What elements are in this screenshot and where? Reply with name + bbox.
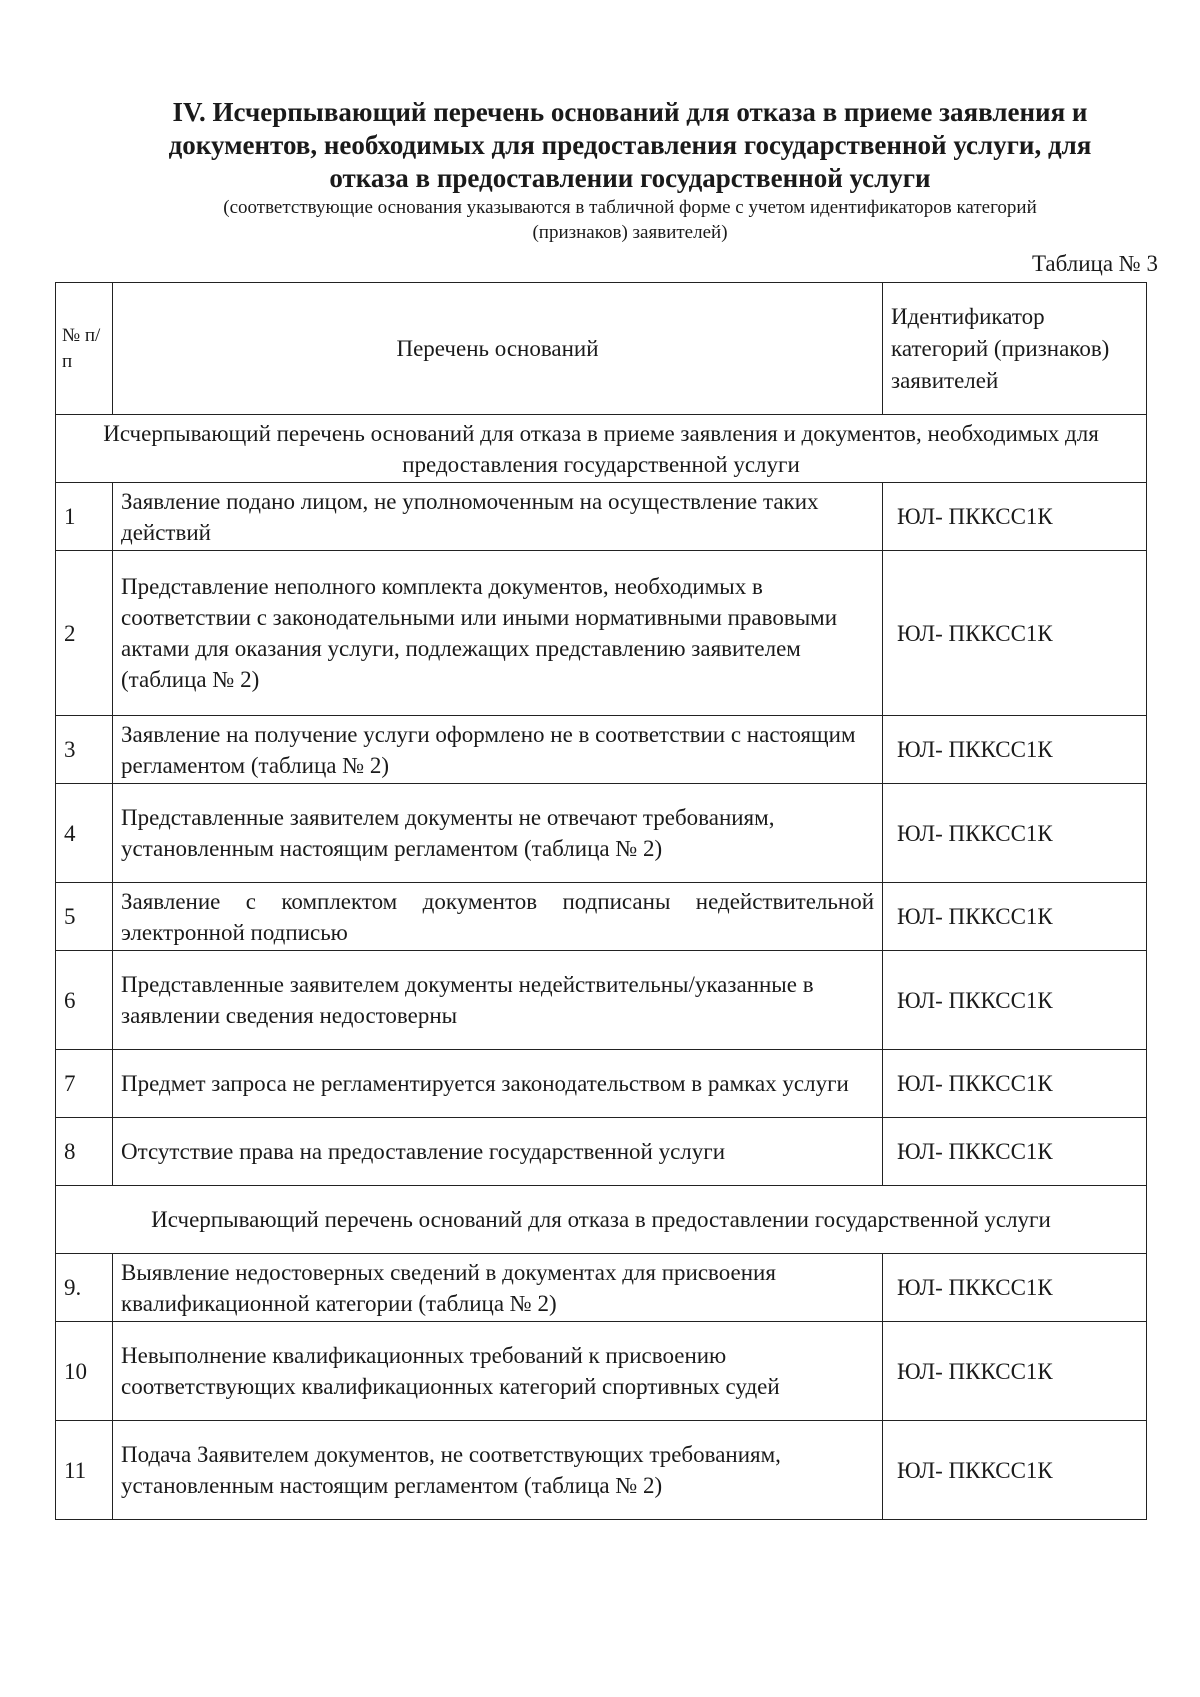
row-number: 5 <box>56 883 113 951</box>
row-identifier: ЮЛ- ПККСС1К <box>883 716 1147 784</box>
table-row <box>56 784 1147 883</box>
table-row <box>56 483 1147 551</box>
table-row <box>56 1050 1147 1118</box>
row-number: 9. <box>56 1254 113 1322</box>
row-ground: Представленные заявителем документы не отвечают требованиям, установленным настоящим регламентом (таблица № 2) <box>113 784 883 883</box>
header-number: № п/ п <box>56 283 113 415</box>
section-row-reception <box>56 415 1147 483</box>
document-subtitle: (соответствующие основания указываются в табличной форме с учетом идентификаторов категорий (признаков) заявителей) <box>223 197 1037 243</box>
section-row-service <box>56 1186 1147 1254</box>
row-ground: Заявление подано лицом, не уполномоченным на осуществление таких действий <box>113 483 883 551</box>
row-identifier: ЮЛ- ПККСС1К <box>883 1118 1147 1186</box>
row-number: 10 <box>56 1322 113 1421</box>
header-identifier: Идентификатор категорий (признаков) заявителей <box>883 283 1147 415</box>
table-label: Таблица № 3 <box>1031 251 1158 276</box>
row-identifier: ЮЛ- ПККСС1К <box>883 483 1147 551</box>
row-identifier: ЮЛ- ПККСС1К <box>883 1254 1147 1322</box>
header-grounds: Перечень оснований <box>113 283 883 415</box>
table-row <box>56 551 1147 716</box>
row-identifier: ЮЛ- ПККСС1К <box>883 1322 1147 1421</box>
row-number: 2 <box>56 551 113 716</box>
row-number: 8 <box>56 1118 113 1186</box>
row-number: 11 <box>56 1421 113 1520</box>
section-title-service: Исчерпывающий перечень оснований для отказа в предоставлении государственной услуги <box>56 1186 1147 1254</box>
table-row <box>56 716 1147 784</box>
table-row <box>56 951 1147 1050</box>
row-identifier: ЮЛ- ПККСС1К <box>883 551 1147 716</box>
row-identifier: ЮЛ- ПККСС1К <box>883 784 1147 883</box>
table-row <box>56 1254 1147 1322</box>
row-ground: Представление неполного комплекта документов, необходимых в соответствии с законодательными или иными нормативными правовыми актами для оказания услуги, подлежащих представлению заявителем (таблица № 2) <box>113 551 883 716</box>
section-title-reception: Исчерпывающий перечень оснований для отказа в приеме заявления и документов, необходимых для предоставления государственной услуги <box>56 415 1147 483</box>
row-ground: Представленные заявителем документы недействительны/указанные в заявлении сведения недостоверны <box>113 951 883 1050</box>
table-row <box>56 1421 1147 1520</box>
row-identifier: ЮЛ- ПККСС1К <box>883 883 1147 951</box>
row-number: 3 <box>56 716 113 784</box>
table-row <box>56 1322 1147 1421</box>
row-number: 6 <box>56 951 113 1050</box>
table-header-row <box>56 283 1147 415</box>
table-row <box>56 883 1147 951</box>
row-number: 4 <box>56 784 113 883</box>
row-ground: Выявление недостоверных сведений в документах для присвоения квалификационной категории (таблица № 2) <box>113 1254 883 1322</box>
row-identifier: ЮЛ- ПККСС1К <box>883 1050 1147 1118</box>
row-identifier: ЮЛ- ПККСС1К <box>883 951 1147 1050</box>
row-ground: Отсутствие права на предоставление государственной услуги <box>113 1118 883 1186</box>
row-ground: Подача Заявителем документов, не соответствующих требованиям, установленным настоящим регламентом (таблица № 2) <box>113 1421 883 1520</box>
document-title: IV. Исчерпывающий перечень оснований для отказа в приеме заявления и документов, необходимых для предоставления государственной услуги, для отказа в предоставлении государственной услуги <box>168 97 1092 193</box>
row-number: 1 <box>56 483 113 551</box>
row-ground: Предмет запроса не регламентируется законодательством в рамках услуги <box>113 1050 883 1118</box>
row-ground: Невыполнение квалификационных требований к присвоению соответствующих квалификационных категорий спортивных судей <box>113 1322 883 1421</box>
row-ground: Заявление с комплектом документов подписаны недействительной электронной подписью <box>113 883 883 951</box>
row-identifier: ЮЛ- ПККСС1К <box>883 1421 1147 1520</box>
grounds-table <box>55 282 1147 1520</box>
table-row <box>56 1118 1147 1186</box>
row-ground: Заявление на получение услуги оформлено не в соответствии с настоящим регламентом (таблица № 2) <box>113 716 883 784</box>
row-number: 7 <box>56 1050 113 1118</box>
